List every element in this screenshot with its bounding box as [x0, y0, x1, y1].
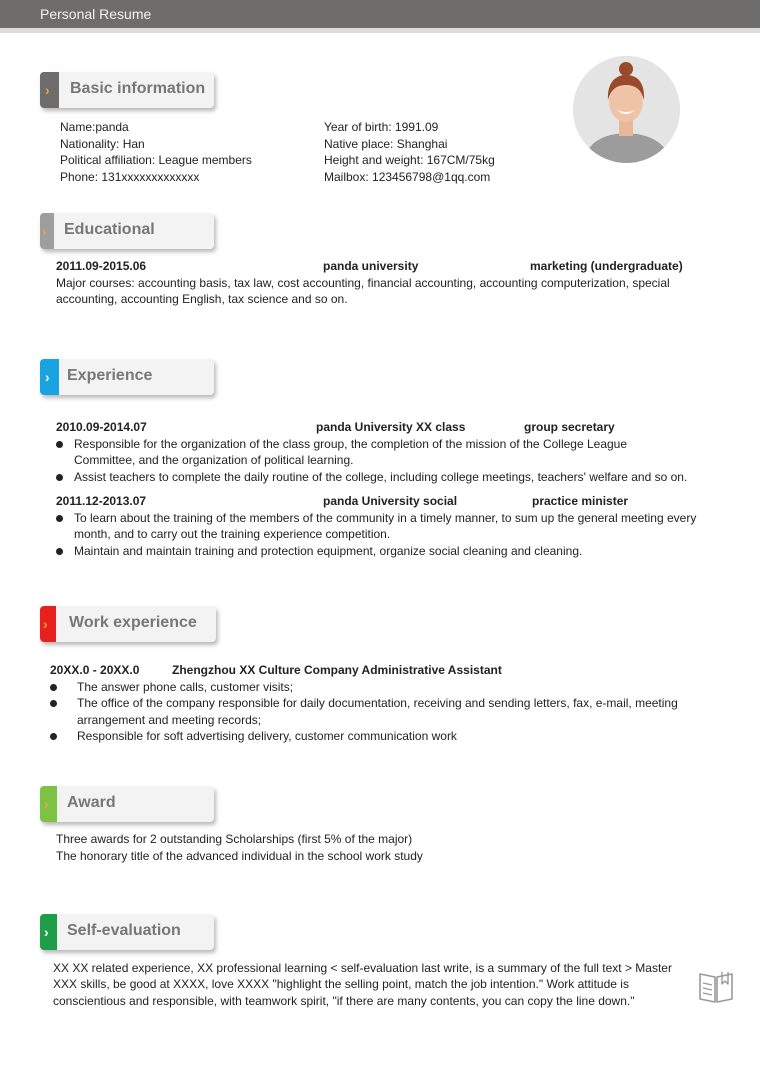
section-title: Experience [67, 367, 153, 384]
bullet-text: The answer phone calls, customer visits; [77, 679, 294, 694]
experience-period: 2010.09-2014.07 [56, 420, 147, 434]
education-period: 2011.09-2015.06 [56, 259, 147, 273]
list-item [56, 436, 716, 469]
bullet-dot [50, 700, 57, 707]
list-item [50, 679, 720, 696]
list-item [50, 695, 720, 728]
list-item [50, 728, 720, 745]
bullet-text: The office of the company responsible for daily documentation, receiving and sending letters, fax, e-mail, meeting arrangement and meeting records; [77, 696, 678, 727]
section-tab-work-experience [40, 606, 216, 642]
chevron-right-icon: › [44, 796, 49, 812]
experience-period: 2011.12-2013.07 [56, 494, 147, 508]
basic-nationality: Nationality: Han [60, 136, 145, 151]
section-title: Work experience [69, 614, 197, 631]
education-courses: Major courses: accounting basis, tax law, cost accounting, financial accounting, accounting computerization, special accounting, accounting English, tax science and so on. [56, 275, 670, 306]
section-title: Award [67, 794, 116, 811]
award-line: Three awards for 2 outstanding Scholarships (first 5% of the major) [56, 832, 413, 846]
top-banner [0, 0, 760, 28]
basic-birth: Year of birth: 1991.09 [324, 120, 439, 134]
section-tab-self-evaluation [40, 914, 214, 950]
work-period: 20XX.0 - 20XX.0 [50, 663, 140, 677]
person-photo-icon [573, 56, 680, 163]
basic-mailbox: Mailbox: 123456798@1qq.com [324, 169, 491, 184]
section-tab-experience [40, 359, 214, 395]
basic-phone: Phone: 131xxxxxxxxxxxxx [60, 169, 200, 184]
work-company: Zhengzhou XX Culture Company Administrative Assistant [172, 663, 502, 677]
section-tab-award [40, 786, 214, 822]
bullet-dot [56, 441, 63, 448]
document-title: Personal Resume [40, 6, 152, 22]
experience-org: panda University social [323, 494, 458, 508]
section-tab-educational [40, 213, 214, 249]
avatar [573, 56, 680, 163]
section-title: Self-evaluation [67, 922, 181, 939]
experience-role: practice minister [532, 494, 629, 508]
experience-role: group secretary [524, 420, 615, 434]
chevron-right-icon: › [45, 369, 50, 385]
bullet-text: Assist teachers to complete the daily routine of the college, including college meetings, teachers' welfare and so on. [74, 469, 688, 484]
experience-org: panda University XX class [316, 420, 466, 434]
basic-political: Political affiliation: League members [60, 153, 252, 167]
chevron-right-icon: › [45, 82, 50, 98]
basic-native: Native place: Shanghai [324, 136, 448, 151]
basic-height-weight: Height and weight: 167CM/75kg [324, 153, 495, 167]
list-item [56, 510, 716, 543]
section-title: Educational [64, 221, 155, 238]
bullet-text: Maintain and maintain training and protection equipment, organize social cleaning and cleaning. [74, 543, 583, 558]
bullet-dot [56, 515, 63, 522]
bullet-text: Responsible for the organization of the class group, the completion of the mission of the College League Committee, and the organization of political learning. [74, 436, 628, 467]
education-major: marketing (undergraduate) [530, 259, 683, 273]
banner-divider [0, 28, 760, 33]
section-title: Basic information [70, 80, 206, 97]
chevron-right-icon: › [44, 924, 49, 940]
list-item [56, 469, 716, 486]
bullet-dot [56, 548, 63, 555]
open-book-icon [698, 970, 734, 1004]
chevron-right-icon: › [43, 616, 48, 632]
bullet-text: To learn about the training of the members of the community in a timely manner, to sum up the general meeting every month, and to carry out the training experience competition. [74, 510, 697, 541]
bullet-dot [50, 684, 57, 691]
section-tab-basic-information [40, 72, 214, 108]
bullet-dot [50, 733, 57, 740]
bullet-dot [56, 474, 63, 481]
self-evaluation-text: XX XX related experience, XX professional learning < self-evaluation last write, is a summary of the full text > Master XXX skills, be good at XXXX, love XXXX "highlight the selling point, match the job intention." Work attitude is conscientious and responsible, with teamwork spirit, "if there are many contents, you can copy the line down." [53, 960, 672, 1008]
bullet-text: Responsible for soft advertising delivery, customer communication work [77, 729, 457, 743]
education-school: panda university [323, 259, 419, 273]
basic-name: Name:panda [60, 120, 129, 134]
list-item [56, 543, 716, 560]
chevron-right-icon: › [42, 223, 47, 239]
award-line: The honorary title of the advanced individual in the school work study [56, 848, 423, 863]
